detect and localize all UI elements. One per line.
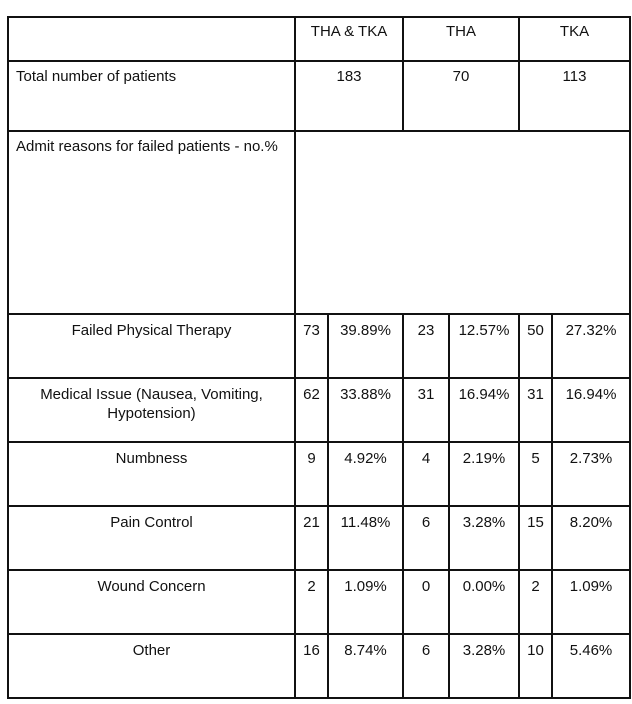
count-cell-tka: 50 <box>519 314 552 378</box>
table-row <box>8 570 630 634</box>
percent-cell-tha: 3.28% <box>449 634 519 698</box>
count-cell-tha: 23 <box>403 314 449 378</box>
section-blank-cell <box>295 131 630 314</box>
table-row <box>8 314 630 378</box>
count-cell-tha: 6 <box>403 634 449 698</box>
count-cell-tka: 15 <box>519 506 552 570</box>
count-cell-tka: 2 <box>519 570 552 634</box>
section-row <box>8 131 630 314</box>
count-cell-both: 73 <box>295 314 328 378</box>
count-cell-tha: 6 <box>403 506 449 570</box>
admit-reasons-table <box>7 16 631 699</box>
table-row <box>8 378 630 442</box>
percent-cell-both: 1.09% <box>328 570 403 634</box>
header-tka: TKA <box>519 17 630 61</box>
percent-cell-tha: 12.57% <box>449 314 519 378</box>
percent-cell-tka: 27.32% <box>552 314 630 378</box>
count-cell-both: 16 <box>295 634 328 698</box>
percent-cell-tha: 0.00% <box>449 570 519 634</box>
table-row <box>8 634 630 698</box>
count-cell-tka: 10 <box>519 634 552 698</box>
count-cell-both: 2 <box>295 570 328 634</box>
table-row <box>8 506 630 570</box>
percent-cell-tka: 8.20% <box>552 506 630 570</box>
percent-cell-both: 11.48% <box>328 506 403 570</box>
count-cell-tka: 5 <box>519 442 552 506</box>
count-cell-tka: 31 <box>519 378 552 442</box>
header-row <box>8 17 630 61</box>
count-cell-tha: 31 <box>403 378 449 442</box>
row-label: Failed Physical Therapy <box>8 314 295 378</box>
percent-cell-both: 4.92% <box>328 442 403 506</box>
count-cell-tha: 4 <box>403 442 449 506</box>
header-tha: THA <box>403 17 519 61</box>
total-tka: 113 <box>519 61 630 131</box>
row-label: Medical Issue (Nausea, Vomiting, Hypotension) <box>8 378 295 442</box>
percent-cell-both: 39.89% <box>328 314 403 378</box>
header-empty-cell <box>8 17 295 61</box>
section-label: Admit reasons for failed patients - no.% <box>8 131 295 314</box>
percent-cell-both: 8.74% <box>328 634 403 698</box>
percent-cell-tha: 2.19% <box>449 442 519 506</box>
row-label: Other <box>8 634 295 698</box>
total-row <box>8 61 630 131</box>
row-label: Wound Concern <box>8 570 295 634</box>
row-label: Numbness <box>8 442 295 506</box>
count-cell-tha: 0 <box>403 570 449 634</box>
count-cell-both: 62 <box>295 378 328 442</box>
percent-cell-both: 33.88% <box>328 378 403 442</box>
percent-cell-tka: 5.46% <box>552 634 630 698</box>
table-row <box>8 442 630 506</box>
percent-cell-tka: 2.73% <box>552 442 630 506</box>
reason-rows <box>8 314 630 698</box>
row-label: Pain Control <box>8 506 295 570</box>
percent-cell-tha: 16.94% <box>449 378 519 442</box>
percent-cell-tka: 1.09% <box>552 570 630 634</box>
count-cell-both: 9 <box>295 442 328 506</box>
header-tha-tka: THA & TKA <box>295 17 403 61</box>
total-tha: 70 <box>403 61 519 131</box>
percent-cell-tka: 16.94% <box>552 378 630 442</box>
total-label: Total number of patients <box>8 61 295 131</box>
count-cell-both: 21 <box>295 506 328 570</box>
total-both: 183 <box>295 61 403 131</box>
percent-cell-tha: 3.28% <box>449 506 519 570</box>
